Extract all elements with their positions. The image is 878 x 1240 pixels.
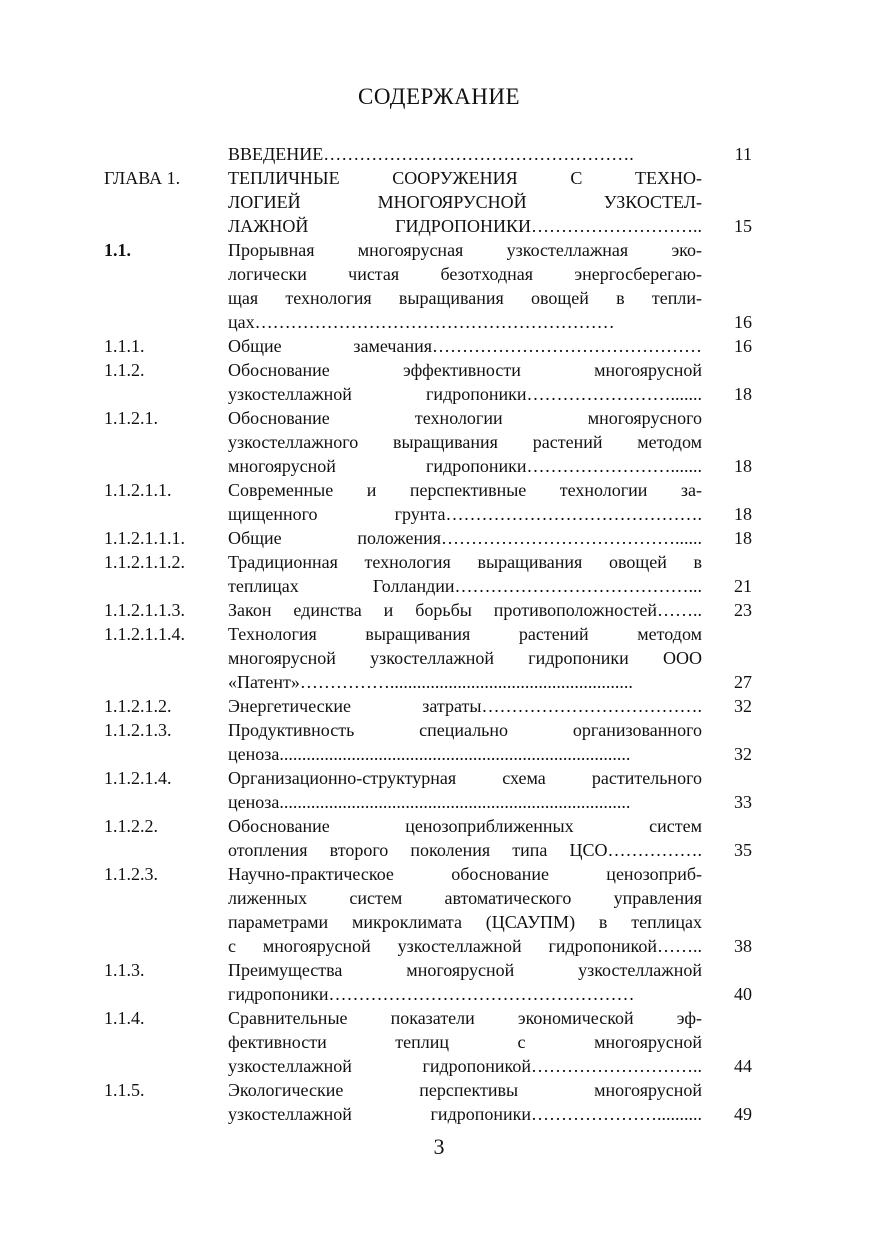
toc-entry-title: ВВЕДЕНИЕ……………………………………………. <box>228 144 634 164</box>
toc-entry-1-1-2-1-1-1[interactable] <box>104 526 752 550</box>
toc-entry-page: 18 <box>734 384 752 404</box>
toc-entry-title: ТЕПЛИЧНЫЕ СООРУЖЕНИЯ С ТЕХНО- ЛОГИЕЙ МНОГОЯРУСНОЙ УЗКОСТЕЛ- ЛАЖНОЙ ГИДРОПОНИКИ……………………….. <box>228 168 702 236</box>
toc-entry-number: 1.1. <box>104 240 131 260</box>
toc-entry-1-1-3[interactable] <box>104 958 752 1006</box>
page-number: 3 <box>433 1134 445 1159</box>
toc-entry-number: 1.1.2.1.1. <box>104 480 172 500</box>
toc-entry-page: 33 <box>734 792 752 812</box>
toc-entry-page: 18 <box>734 504 752 524</box>
toc-entry-number: 1.1.2.3. <box>104 864 158 884</box>
table-of-contents <box>104 142 752 1126</box>
toc-entry-1-1-2-1-1-3[interactable] <box>104 598 752 622</box>
toc-entry-1-1-2-2[interactable] <box>104 814 752 862</box>
toc-entry-title: Сравнительные показатели экономической эф- фективности теплиц с многоярусной узкостеллажной гидропоникой……………………….. <box>228 1008 702 1076</box>
toc-entry-title: Общие положения…………………………………...... <box>228 528 702 548</box>
toc-entry-number: 1.1.2.1.1.4. <box>104 624 185 644</box>
toc-entry-page: 32 <box>734 696 752 716</box>
toc-entry-1-1[interactable] <box>104 238 752 334</box>
toc-entry-page: 38 <box>734 936 752 956</box>
toc-entry-title: Продуктивность специально организованного ценоза.............................................................................. <box>228 720 702 764</box>
toc-entry-page: 35 <box>734 840 752 860</box>
toc-entry-page: 32 <box>734 744 752 764</box>
toc-entry-1-1-2-1-1-2[interactable] <box>104 550 752 598</box>
toc-entry-title: Обоснование эффективности многоярусной узкостеллажной гидропоники……………………....... <box>228 360 702 404</box>
toc-entry-title: Закон единства и борьбы противоположностей…….. <box>228 600 702 620</box>
toc-entry-1-1-2-1-1[interactable] <box>104 478 752 526</box>
toc-entry-title: Экологические перспективы многоярусной узкостеллажной гидропоники………………….......... <box>228 1080 702 1124</box>
toc-entry-title: Современные и перспективные технологии за- щищенного грунта……………………………………. <box>228 480 702 524</box>
toc-entry-title: Технология выращивания растений методом многоярусной узкостеллажной гидропоники ООО «Патент»……………...................................................... <box>228 624 702 692</box>
toc-entry-number: 1.1.2.1.1.3. <box>104 600 185 620</box>
toc-entry-1-1-2-1[interactable] <box>104 406 752 478</box>
toc-entry-number: 1.1.2.1.4. <box>104 768 172 788</box>
page-title: СОДЕРЖАНИЕ <box>357 84 520 109</box>
toc-entry-title: Обоснование технологии многоярусного узкостеллажного выращивания растений методом многоярусной гидропоники……………………....... <box>228 408 702 476</box>
toc-entry-number: 1.1.5. <box>104 1080 145 1100</box>
toc-entry-1-1-2-1-4[interactable] <box>104 766 752 814</box>
toc-entry-1-1-2-1-3[interactable] <box>104 718 752 766</box>
toc-entry-chapter-1[interactable] <box>104 166 752 238</box>
toc-entry-page: 18 <box>734 456 752 476</box>
toc-entry-page: 15 <box>734 216 752 236</box>
toc-entry-page: 23 <box>734 600 752 620</box>
toc-entry-title: Традиционная технология выращивания овощей в теплицах Голландии…………………………………... <box>228 552 702 596</box>
toc-entry-number: 1.1.2.1.2. <box>104 696 172 716</box>
toc-entry-title: Преимущества многоярусной узкостеллажной гидропоники…………………………………………… <box>228 960 702 1004</box>
toc-entry-page: 44 <box>734 1056 752 1076</box>
toc-entry-number: 1.1.2.1.3. <box>104 720 172 740</box>
toc-entry-page: 21 <box>734 576 752 596</box>
toc-entry-number: 1.1.2.2. <box>104 816 158 836</box>
toc-entry-1-1-5[interactable] <box>104 1078 752 1126</box>
toc-entry-title: Организационно-структурная схема растительного ценоза.............................................................................. <box>228 768 702 812</box>
toc-entry-number: 1.1.2.1. <box>104 408 158 428</box>
toc-entry-number: 1.1.1. <box>104 336 145 356</box>
toc-entry-number: 1.1.3. <box>104 960 145 980</box>
toc-entry-number: 1.1.4. <box>104 1008 145 1028</box>
toc-entry-introduction[interactable] <box>104 142 752 166</box>
toc-entry-page: 27 <box>734 672 752 692</box>
toc-entry-title: Научно-практическое обоснование ценозоприб- лиженных систем автоматического управления параметрами микроклимата (ЦСАУПМ) в теплицах с многоярусной узкостеллажной гидропоникой…….. <box>228 864 702 956</box>
toc-entry-1-1-1[interactable] <box>104 334 752 358</box>
toc-entry-number: 1.1.2.1.1.2. <box>104 552 185 572</box>
toc-entry-1-1-2-1-2[interactable] <box>104 694 752 718</box>
toc-entry-title: Общие замечания……………………………………… <box>228 336 702 356</box>
toc-entry-page: 11 <box>734 144 752 164</box>
toc-entry-1-1-4[interactable] <box>104 1006 752 1078</box>
toc-entry-number: 1.1.2. <box>104 360 145 380</box>
toc-entry-page: 40 <box>734 984 752 1004</box>
toc-entry-title: Прорывная многоярусная узкостеллажная эко- логически чистая безотходная энергосберегаю- щая технология выращивания овощей в тепли- цах…………………………………………………… <box>228 240 702 332</box>
toc-entry-number: 1.1.2.1.1.1. <box>104 528 185 548</box>
toc-entry-page: 18 <box>734 528 752 548</box>
toc-entry-1-1-2[interactable] <box>104 358 752 406</box>
toc-entry-page: 49 <box>734 1104 752 1124</box>
toc-entry-number: ГЛАВА 1. <box>104 168 181 188</box>
toc-entry-title: Энергетические затраты………………………………. <box>228 696 702 716</box>
toc-entry-1-1-2-3[interactable] <box>104 862 752 958</box>
toc-entry-page: 16 <box>734 312 752 332</box>
toc-entry-page: 16 <box>734 336 752 356</box>
toc-entry-1-1-2-1-1-4[interactable] <box>104 622 752 694</box>
toc-entry-title: Обоснование ценозоприближенных систем отопления второго поколения типа ЦСО……………. <box>228 816 702 860</box>
